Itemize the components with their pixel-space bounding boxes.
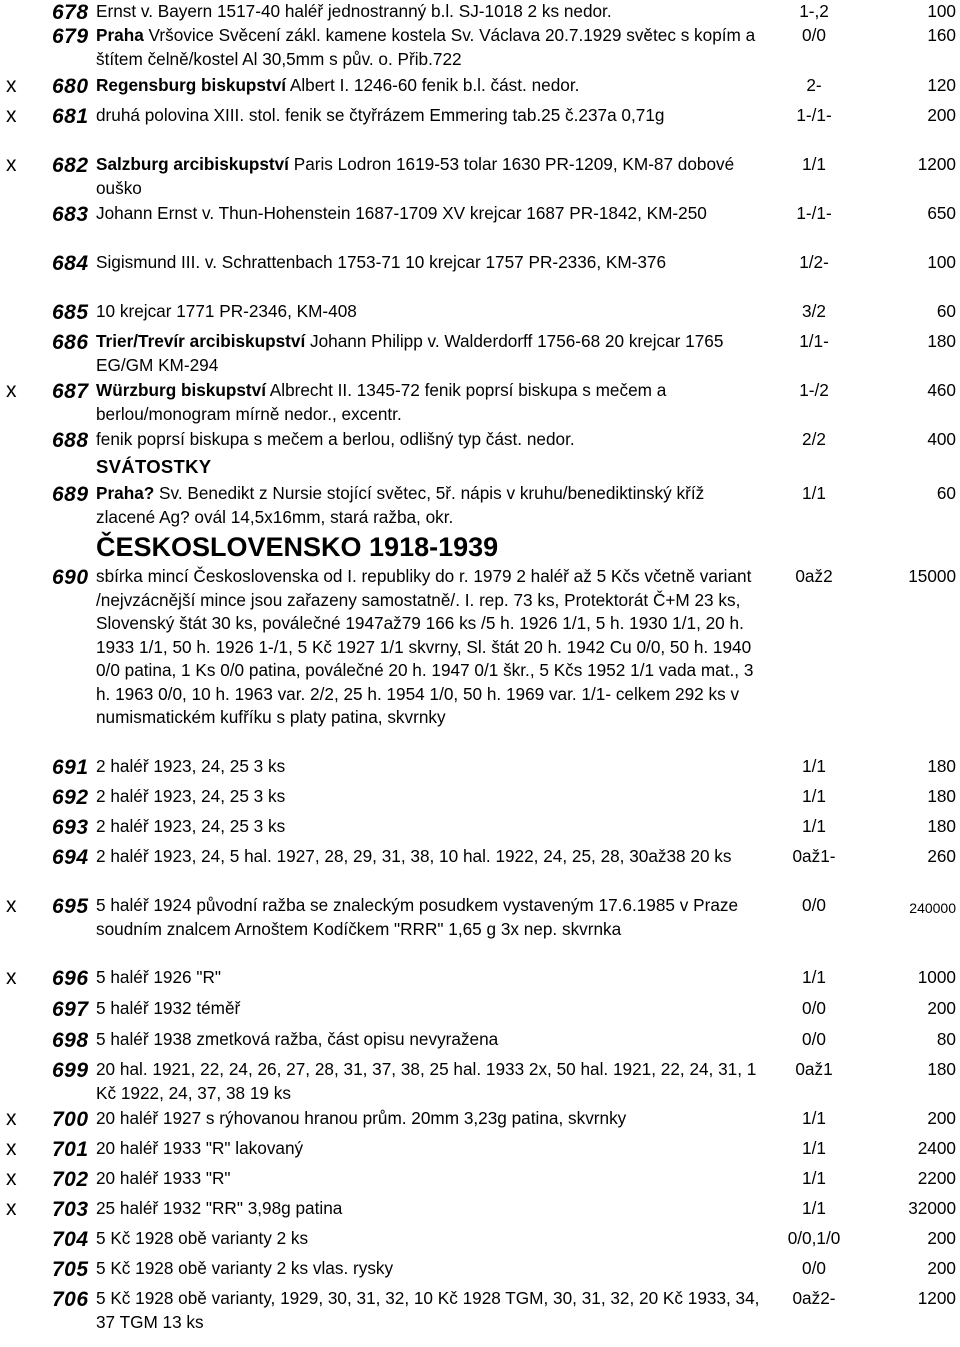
lot-description <box>96 428 768 452</box>
lot-description <box>96 153 768 200</box>
lot-number: 693 <box>52 816 89 839</box>
lot-row <box>0 428 960 452</box>
lot-price: 200 <box>927 1108 956 1128</box>
lot-grade: 3/2 <box>802 301 826 321</box>
lot-number: 695 <box>52 895 89 918</box>
lot-mark: x <box>6 1137 17 1160</box>
lot-mark: x <box>6 153 17 176</box>
lot-number: 702 <box>52 1168 89 1191</box>
lot-description <box>96 24 768 71</box>
lot-price: 650 <box>927 203 956 223</box>
lot-text: 25 haléř 1932 "RR" 3,98g patina <box>96 1198 343 1218</box>
lot-number: 706 <box>52 1288 89 1311</box>
lot-grade: 1-,2 <box>799 1 829 21</box>
lot-number: 679 <box>52 25 89 48</box>
lot-price: 120 <box>927 75 956 95</box>
lot-description <box>96 330 768 377</box>
lot-mark: x <box>6 894 17 917</box>
lot-description <box>96 845 768 869</box>
lot-price: 200 <box>927 998 956 1018</box>
lot-text: Albrecht II. 1345-72 fenik poprsí biskupa s mečem a berlou/monogram mírně nedor., excentr. <box>96 380 667 424</box>
lot-description <box>96 966 768 990</box>
lot-text: Sv. Benedikt z Nursie stojící světec, 5ř. nápis v kruhu/benediktinský kříž zlacené Ag? ovál 14,5x16mm, stará ražba, okr. <box>96 483 705 527</box>
lot-number: 690 <box>52 566 89 589</box>
section-heading-svatostky: SVÁTOSTKY <box>96 456 212 477</box>
lot-description <box>96 1227 768 1251</box>
lot-text: Vršovice Svěcení zákl. kamene kostela Sv. Václava 20.7.1929 světec s kopím a štítem čelně/kostel Al 30,5mm s pův. o. Přib.722 <box>96 25 756 69</box>
lot-text: 5 haléř 1932 téměř <box>96 998 241 1018</box>
lot-text: druhá polovina XIII. stol. fenik se čtyřrázem Emmering tab.25 č.237a 0,71g <box>96 105 665 125</box>
lot-row <box>0 1197 960 1221</box>
lot-grade: 1-/2 <box>799 380 829 400</box>
lot-number: 705 <box>52 1258 89 1281</box>
lot-grade: 1/1 <box>802 816 826 836</box>
lot-description <box>96 785 768 809</box>
section-heading-czechoslovakia: ČESKOSLOVENSKO 1918-1939 <box>96 532 499 562</box>
lot-mark: x <box>6 104 17 127</box>
lot-text: Paris Lodron 1619-53 tolar 1630 PR-1209, KM-87 dobové ouško <box>96 154 735 198</box>
lot-price: 260 <box>927 846 956 866</box>
lot-description <box>96 104 768 128</box>
lot-row <box>0 755 960 779</box>
lot-price: 180 <box>927 786 956 806</box>
lot-row <box>0 379 960 426</box>
lot-row <box>0 1287 960 1334</box>
lot-number: 701 <box>52 1138 89 1161</box>
lot-grade: 0/0 <box>802 895 826 915</box>
lot-price: 32000 <box>908 1198 956 1218</box>
lot-price: 400 <box>927 429 956 449</box>
lot-number: 684 <box>52 252 89 275</box>
lot-price: 1000 <box>917 967 956 987</box>
lot-description <box>96 0 768 24</box>
lot-price: 200 <box>927 1258 956 1278</box>
lot-description <box>96 482 768 529</box>
lot-row <box>0 251 960 298</box>
lot-number: 694 <box>52 846 89 869</box>
lot-number: 689 <box>52 483 89 506</box>
lot-text: Johann Ernst v. Thun-Hohenstein 1687-1709 XV krejcar 1687 PR-1842, KM-250 <box>96 203 707 223</box>
lot-price: 460 <box>927 380 956 400</box>
lot-issuer: Würzburg biskupství <box>96 380 266 400</box>
lot-description <box>96 1167 768 1191</box>
lot-description <box>96 1197 768 1221</box>
lot-grade: 1-/1- <box>796 105 832 125</box>
lot-price: 15000 <box>908 566 956 586</box>
lot-text: 2 haléř 1923, 24, 25 3 ks <box>96 756 286 776</box>
lot-row <box>0 153 960 200</box>
lot-text: 2 haléř 1923, 24, 5 hal. 1927, 28, 29, 31, 38, 10 hal. 1922, 24, 25, 28, 30až38 20 ks <box>96 846 732 866</box>
lot-row <box>0 815 960 839</box>
lot-description <box>96 74 768 98</box>
lot-text: 5 Kč 1928 obě varianty, 1929, 30, 31, 32, 10 Kč 1928 TGM, 30, 31, 32, 20 Kč 1933, 34, 37 TGM 13 ks <box>96 1288 760 1332</box>
lot-row <box>0 565 960 753</box>
lot-row <box>0 104 960 151</box>
lot-text: 10 krejcar 1771 PR-2346, KM-408 <box>96 301 357 321</box>
lot-number: 698 <box>52 1029 89 1052</box>
lot-description <box>96 755 768 779</box>
lot-price: 100 <box>927 1 956 21</box>
lot-description <box>96 565 768 730</box>
lot-number: 703 <box>52 1198 89 1221</box>
lot-issuer: Regensburg biskupství <box>96 75 287 95</box>
lot-row <box>0 330 960 377</box>
lot-number: 687 <box>52 380 89 403</box>
lot-description <box>96 1257 768 1281</box>
lot-number: 688 <box>52 429 89 452</box>
lot-row <box>0 845 960 892</box>
lot-text: 2 haléř 1923, 24, 25 3 ks <box>96 786 286 806</box>
lot-text: Johann Philipp v. Walderdorff 1756-68 20 krejcar 1765 EG/GM KM-294 <box>96 331 724 375</box>
lot-price: 180 <box>927 756 956 776</box>
lot-text: Albert I. 1246-60 fenik b.l. část. nedor. <box>286 75 580 95</box>
lot-text: 5 haléř 1938 zmetková ražba, část opisu nevyražena <box>96 1029 499 1049</box>
lot-price: 200 <box>927 1228 956 1248</box>
lot-row <box>0 1167 960 1191</box>
lot-price: 80 <box>936 1029 956 1049</box>
lot-row <box>0 1028 960 1052</box>
lot-number: 697 <box>52 998 89 1021</box>
lot-grade: 0/0 <box>802 25 826 45</box>
lot-text: 5 haléř 1926 "R" <box>96 967 221 987</box>
lot-issuer: Praha? <box>96 483 155 503</box>
lot-grade: 1/1 <box>802 1108 826 1128</box>
lot-grade: 1/1 <box>802 756 826 776</box>
lot-grade: 1/1 <box>802 154 826 174</box>
lot-issuer: Praha <box>96 25 144 45</box>
lot-grade: 2- <box>806 75 822 95</box>
lot-description <box>96 1107 768 1131</box>
lot-description <box>96 894 768 941</box>
lot-row <box>0 966 960 990</box>
lot-price: 1200 <box>917 154 956 174</box>
lot-number: 681 <box>52 105 89 128</box>
lot-text: 20 haléř 1933 "R" lakovaný <box>96 1138 304 1158</box>
lot-mark: x <box>6 379 17 402</box>
lot-grade: 1-/1- <box>796 203 832 223</box>
lot-description <box>96 1137 768 1161</box>
lot-mark: x <box>6 74 17 97</box>
lot-text: fenik poprsí biskupa s mečem a berlou, odlišný typ část. nedor. <box>96 429 575 449</box>
lot-grade: 1/2- <box>799 252 829 272</box>
lot-text: 5 Kč 1928 obě varianty 2 ks <box>96 1228 309 1248</box>
lot-description <box>96 251 768 275</box>
lot-grade: 1/1 <box>802 786 826 806</box>
lot-number: 692 <box>52 786 89 809</box>
lot-row <box>0 24 960 71</box>
lot-row <box>0 202 960 249</box>
lot-row <box>0 997 960 1021</box>
lot-grade: 0/0,1/0 <box>787 1228 841 1248</box>
lot-description <box>96 379 768 426</box>
lot-row <box>0 0 960 24</box>
lot-issuer: Trier/Trevír arcibiskupství <box>96 331 306 351</box>
lot-price: 60 <box>936 301 956 321</box>
lot-grade: 0až2 <box>795 566 833 586</box>
lot-row <box>0 1058 960 1105</box>
lot-number: 700 <box>52 1108 89 1131</box>
lot-description <box>96 300 768 324</box>
lot-grade: 0/0 <box>802 1029 826 1049</box>
lot-row <box>0 300 960 324</box>
lot-price: 180 <box>927 1059 956 1079</box>
lot-grade: 1/1 <box>802 1198 826 1218</box>
lot-row <box>0 74 960 98</box>
lot-text: 5 Kč 1928 obě varianty 2 ks vlas. rysky <box>96 1258 394 1278</box>
lot-number: 686 <box>52 331 89 354</box>
lot-grade: 1/1 <box>802 1168 826 1188</box>
lot-row <box>0 482 960 529</box>
lot-price: 2400 <box>917 1138 956 1158</box>
lot-text: 5 haléř 1924 původní ražba se znaleckým posudkem vystaveným 17.6.1985 v Praze soudním znalcem Arnoštem Kodíčkem "RRR" 1,65 g 3x nep. skvrnka <box>96 895 739 939</box>
lot-number: 680 <box>52 75 89 98</box>
lot-row <box>0 1107 960 1131</box>
lot-number: 683 <box>52 203 89 226</box>
lot-grade: 0až1 <box>795 1059 833 1079</box>
lot-row <box>0 1257 960 1281</box>
lot-number: 696 <box>52 967 89 990</box>
lot-text: 20 hal. 1921, 22, 24, 26, 27, 28, 31, 37, 38, 25 hal. 1933 2x, 50 hal. 1921, 22, 24, 31, 1 Kč 1922, 24, 37, 38 19 ks <box>96 1059 757 1103</box>
lot-price: 240000 <box>909 900 956 916</box>
lot-price: 60 <box>936 483 956 503</box>
lot-grade: 0/0 <box>802 998 826 1018</box>
lot-row <box>0 1137 960 1161</box>
lot-number: 699 <box>52 1059 89 1082</box>
lot-text: 2 haléř 1923, 24, 25 3 ks <box>96 816 286 836</box>
lot-number: 678 <box>52 1 89 24</box>
lot-number: 685 <box>52 301 89 324</box>
lot-price: 2200 <box>917 1168 956 1188</box>
lot-number: 682 <box>52 154 89 177</box>
lot-price: 100 <box>927 252 956 272</box>
lot-price: 180 <box>927 331 956 351</box>
lot-text: sbírka mincí Československa od I. republiky do r. 1979 2 haléř až 5 Kčs včetně variant /nejvzácnější mince jsou zařazeny samostatně/. I. rep. 73 ks, Protektorát Č+M 23 ks, Slovenský štát 30 ks, poválečné 1947až79 166 ks /5 h. 1926 1/1, 5 h. 1930 1/1, 20 h. 1933 1/1, 50 h. 1926 1-/1, 5 Kč 1927 1/1 skvrny, Sl. štát 20 h. 1942 Cu 0/0, 50 h. 1940 0/0 patina, 1 Ks 0/0 patina, poválečné 20 h. 1947 0/1 škr., 5 Kčs 1952 1/1 vada mat., 3 h. 1963 0/0, 10 h. 1963 var. 2/2, 25 h. 1954 1/0, 50 h. 1969 var. 1/1- celkem 292 ks v numismatickém kufříku s platy patina, skvrnky <box>96 566 754 727</box>
lot-text: 20 haléř 1933 "R" <box>96 1168 231 1188</box>
lot-description <box>96 1058 768 1105</box>
lot-row <box>0 785 960 809</box>
lot-text: Ernst v. Bayern 1517-40 haléř jednostranný b.l. SJ-1018 2 ks nedor. <box>96 1 612 21</box>
lot-grade: 1/1 <box>802 1138 826 1158</box>
lot-text: Sigismund III. v. Schrattenbach 1753-71 10 krejcar 1757 PR-2336, KM-376 <box>96 252 667 272</box>
lot-description <box>96 997 768 1021</box>
lot-price: 160 <box>927 25 956 45</box>
lot-price: 1200 <box>917 1288 956 1308</box>
lot-number: 691 <box>52 756 89 779</box>
lot-grade: 0až1- <box>792 846 836 866</box>
lot-price: 180 <box>927 816 956 836</box>
lot-grade: 1/1- <box>799 331 829 351</box>
lot-mark: x <box>6 1197 17 1220</box>
lot-grade: 2/2 <box>802 429 826 449</box>
lot-mark: x <box>6 1167 17 1190</box>
lot-grade: 0/0 <box>802 1258 826 1278</box>
lot-issuer: Salzburg arcibiskupství <box>96 154 289 174</box>
lot-row <box>0 894 960 964</box>
lot-description <box>96 1028 768 1052</box>
lot-number: 704 <box>52 1228 89 1251</box>
lot-text: 20 haléř 1927 s rýhovanou hranou prům. 20mm 3,23g patina, skvrnky <box>96 1108 627 1128</box>
lot-description <box>96 815 768 839</box>
lot-grade: 0až2- <box>792 1288 836 1308</box>
lot-grade: 1/1 <box>802 967 826 987</box>
lot-mark: x <box>6 966 17 989</box>
lot-description <box>96 1287 768 1334</box>
lot-mark: x <box>6 1107 17 1130</box>
lot-description <box>96 202 768 226</box>
lot-row <box>0 1227 960 1251</box>
lot-grade: 1/1 <box>802 483 826 503</box>
lot-price: 200 <box>927 105 956 125</box>
